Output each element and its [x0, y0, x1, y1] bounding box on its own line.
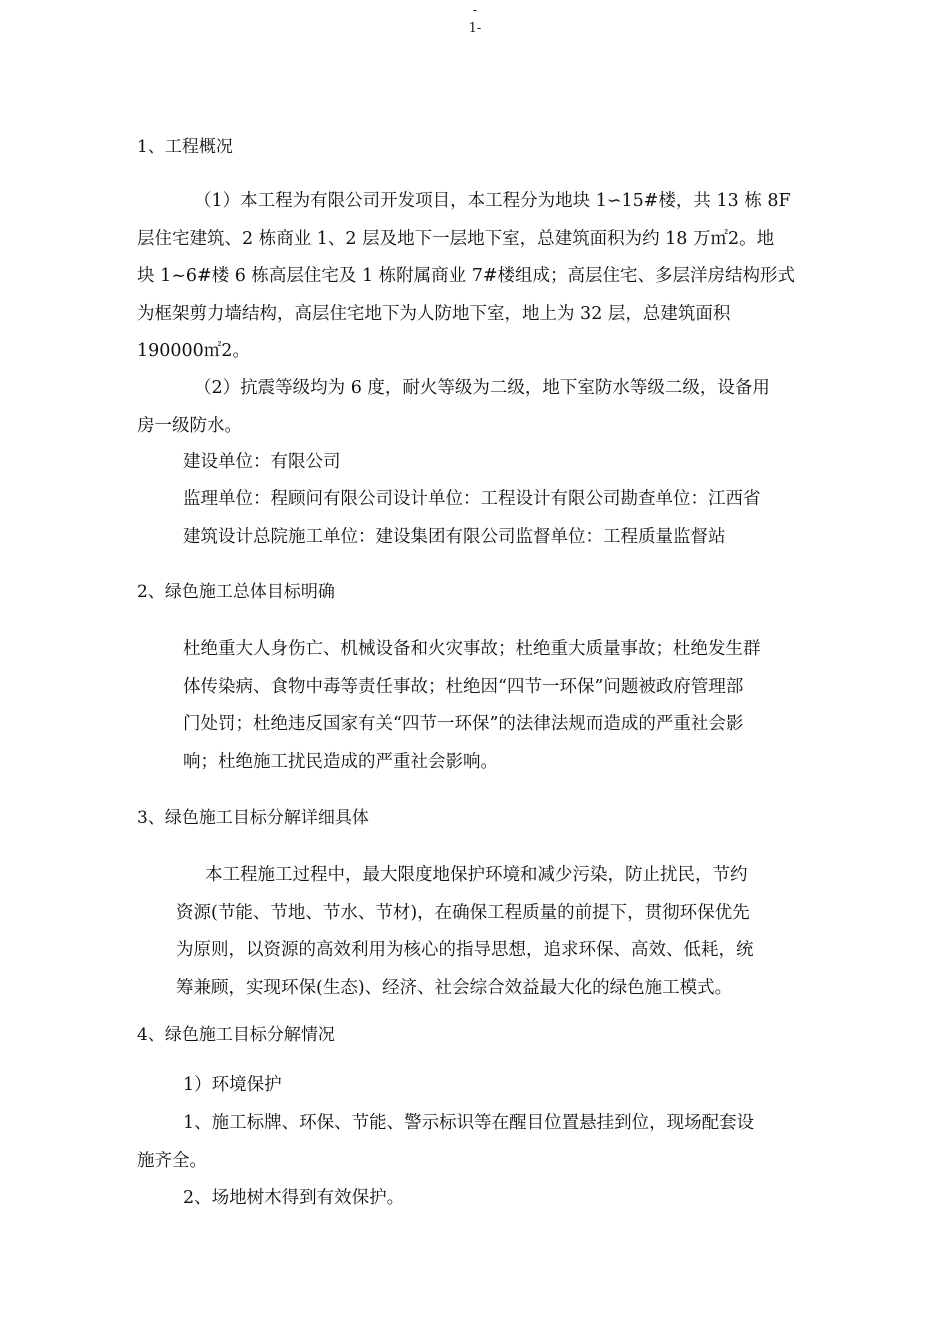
text-line: 本工程施工过程中，最大限度地保护环境和减少污染，防止扰民，节约: [205, 865, 748, 885]
text-line: 响；杜绝施工扰民造成的严重社会影响。: [183, 751, 498, 772]
text-line: 门处罚；杜绝违反国家有关“四节一环保”的法律法规而造成的严重社会影: [183, 714, 744, 734]
s3-paragraph: [176, 857, 856, 1007]
text-line: 190000㎡2。: [137, 341, 250, 361]
text-line: 房一级防水。: [137, 415, 242, 436]
text-line: 监理单位：程顾问有限公司设计单位：工程设计有限公司勘查单位：江西省: [183, 489, 761, 509]
s1-units-paragraph: [183, 481, 863, 556]
text-line: 建筑设计总院施工单位：建设集团有限公司监督单位：工程质量监督站: [183, 526, 726, 547]
text-line: 杜绝重大人身伤亡、机械设备和火灾事故；杜绝重大质量事故；杜绝发生群: [183, 639, 761, 659]
s4-subheading: [183, 1067, 863, 1105]
s2-paragraph: [183, 631, 863, 781]
text-line: 建设单位：有限公司: [183, 452, 341, 472]
text-line: 为原则，以资源的高效利用为核心的指导思想，追求环保、高效、低耗，统: [176, 940, 754, 960]
section-title-1: 1、工程概况: [137, 137, 233, 157]
s1-paragraph-1: [137, 183, 817, 371]
s1-construction-unit: [183, 444, 863, 482]
s4-item-2: [183, 1180, 863, 1218]
text-line: 1）环境保护: [183, 1075, 282, 1095]
text-line: 施齐全。: [137, 1150, 207, 1171]
text-line: 层住宅建筑、2 栋商业 1、2 层及地下一层地下室，总建筑面积为约 18 万㎡2。地: [137, 228, 775, 249]
text-line: 为框架剪力墙结构，高层住宅地下为人防地下室，地上为 32 层，总建筑面积: [137, 303, 731, 324]
header-dash: -: [472, 3, 478, 18]
s1-paragraph-2: [137, 370, 817, 445]
text-line: 体传染病、食物中毒等责任事故；杜绝因“四节一环保”问题被政府管理部: [183, 676, 744, 697]
text-line: 块 1~6#楼 6 栋高层住宅及 1 栋附属商业 7#楼组成；高层住宅、多层洋房结构形式: [137, 266, 796, 286]
text-line: 筹兼顾，实现环保(生态)、经济、社会综合效益最大化的绿色施工模式。: [176, 977, 733, 998]
text-line: 2、场地树木得到有效保护。: [183, 1188, 405, 1208]
s4-item-1: [137, 1105, 817, 1180]
text-line: （2）抗震等级均为 6 度，耐火等级为二级，地下室防水等级二级，设备用: [194, 378, 770, 398]
text-line: （1）本工程为有限公司开发项目，本工程分为地块 1∽15#楼，共 13 栋 8F: [194, 191, 791, 211]
section-title-4: 4、绿色施工目标分解情况: [137, 1025, 335, 1045]
page-number: 1-: [468, 21, 482, 36]
text-line: 1、施工标牌、环保、节能、警示标识等在醒目位置悬挂到位，现场配套设: [183, 1113, 755, 1133]
section-title-3: 3、绿色施工目标分解详细具体: [137, 808, 369, 828]
section-title-2: 2、绿色施工总体目标明确: [137, 582, 335, 602]
text-line: 资源(节能、节地、节水、节材)，在确保工程质量的前提下，贯彻环保优先: [176, 902, 750, 923]
